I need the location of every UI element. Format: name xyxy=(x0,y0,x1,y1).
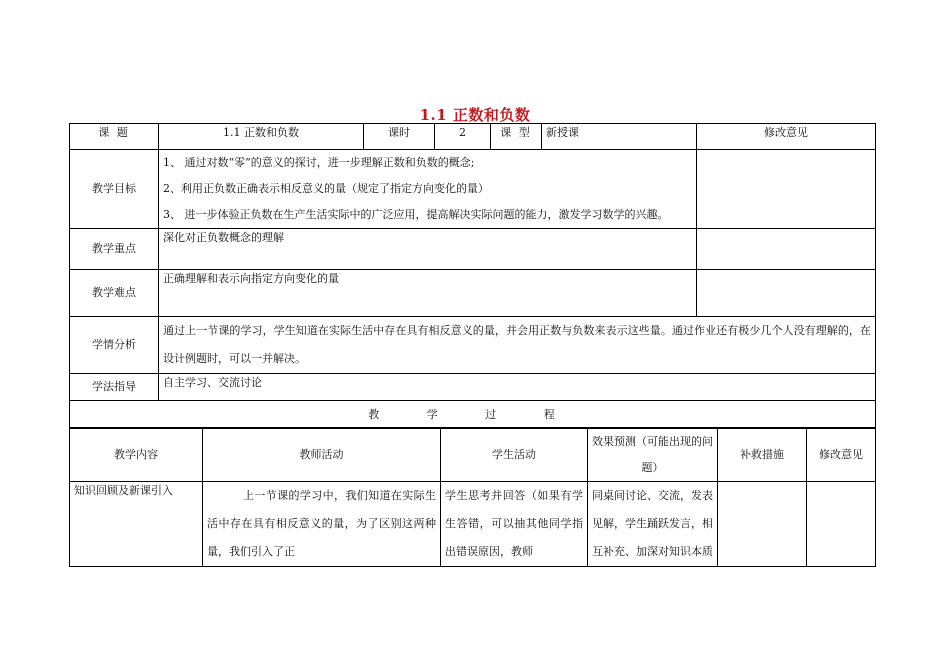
row-revise xyxy=(807,482,876,567)
method-label: 学法指导 xyxy=(70,374,159,401)
process-header-student: 学生活动 xyxy=(441,428,588,482)
analysis-value: 通过上一节课的学习，学生知道在实际生活中存在具有相反意义的量，并会用正数与负数来表示这些量。通过作业还有极少几个人没有理解的，在设计例题时，可以一并解决。 xyxy=(159,317,876,374)
key-point-value: 深化对正负数概念的理解 xyxy=(159,229,697,270)
process-header-revise: 修改意见 xyxy=(807,428,876,482)
process-header-remedy: 补救措施 xyxy=(718,428,807,482)
difficulty-value: 正确理解和表示向指定方向变化的量 xyxy=(159,270,697,317)
process-header-teacher: 教师活动 xyxy=(203,428,441,482)
row-remedy xyxy=(718,482,807,567)
process-table xyxy=(69,427,876,567)
hours-label: 课时 xyxy=(364,124,435,150)
key-point-label: 教学重点 xyxy=(70,229,159,270)
goals-label: 教学目标 xyxy=(70,150,159,229)
method-value: 自主学习、交流讨论 xyxy=(159,374,876,401)
goal-item: 1、 通过对数“零”的意义的探讨，进一步理解正数和负数的概念; xyxy=(163,156,475,169)
goal-item: 2、利用正负数正确表示相反意义的量（规定了指定方向变化的量） xyxy=(163,182,489,195)
type-value: 新授课 xyxy=(542,124,697,150)
key-point-revise-cell xyxy=(697,229,876,270)
goal-item: 3、 进一步体验正负数在生产生活实际中的广泛应用，提高解决实际问题的能力，激发学习数学的兴趣。 xyxy=(163,208,669,221)
hours-value: 2 xyxy=(435,124,491,150)
row-teacher: 上一节课的学习中，我们知道在实际生活中存在具有相反意义的量，为了区别这两种量，我们引入了正 xyxy=(203,482,441,567)
table-row xyxy=(70,482,876,567)
revise-label: 修改意见 xyxy=(697,124,876,150)
process-header-content: 教学内容 xyxy=(70,428,203,482)
goals-revise-cell xyxy=(697,150,876,229)
type-label: 课 型 xyxy=(491,124,542,150)
process-section-title: 教 学 过 程 xyxy=(70,401,876,429)
process-header-effect: 效果预测（可能出现的问题） xyxy=(588,428,718,482)
document-title: 1.1 正数和负数 xyxy=(419,106,531,124)
topic-label: 课 题 xyxy=(70,124,159,150)
difficulty-label: 教学难点 xyxy=(70,270,159,317)
analysis-label: 学情分析 xyxy=(70,317,159,374)
topic-value: 1.1 正数和负数 xyxy=(159,124,364,150)
difficulty-revise-cell xyxy=(697,270,876,317)
row-student: 学生思考并回答（如果有学生答错，可以抽其他同学指出错误原因，教师 xyxy=(441,482,588,567)
goals-list xyxy=(159,150,697,229)
row-effect: 同桌间讨论、交流，发表见解，学生踊跃发言，相互补充、加深对知识本质 xyxy=(588,482,718,567)
row-content: 知识回顾及新课引入 xyxy=(70,482,203,567)
lesson-info-table xyxy=(69,123,876,429)
